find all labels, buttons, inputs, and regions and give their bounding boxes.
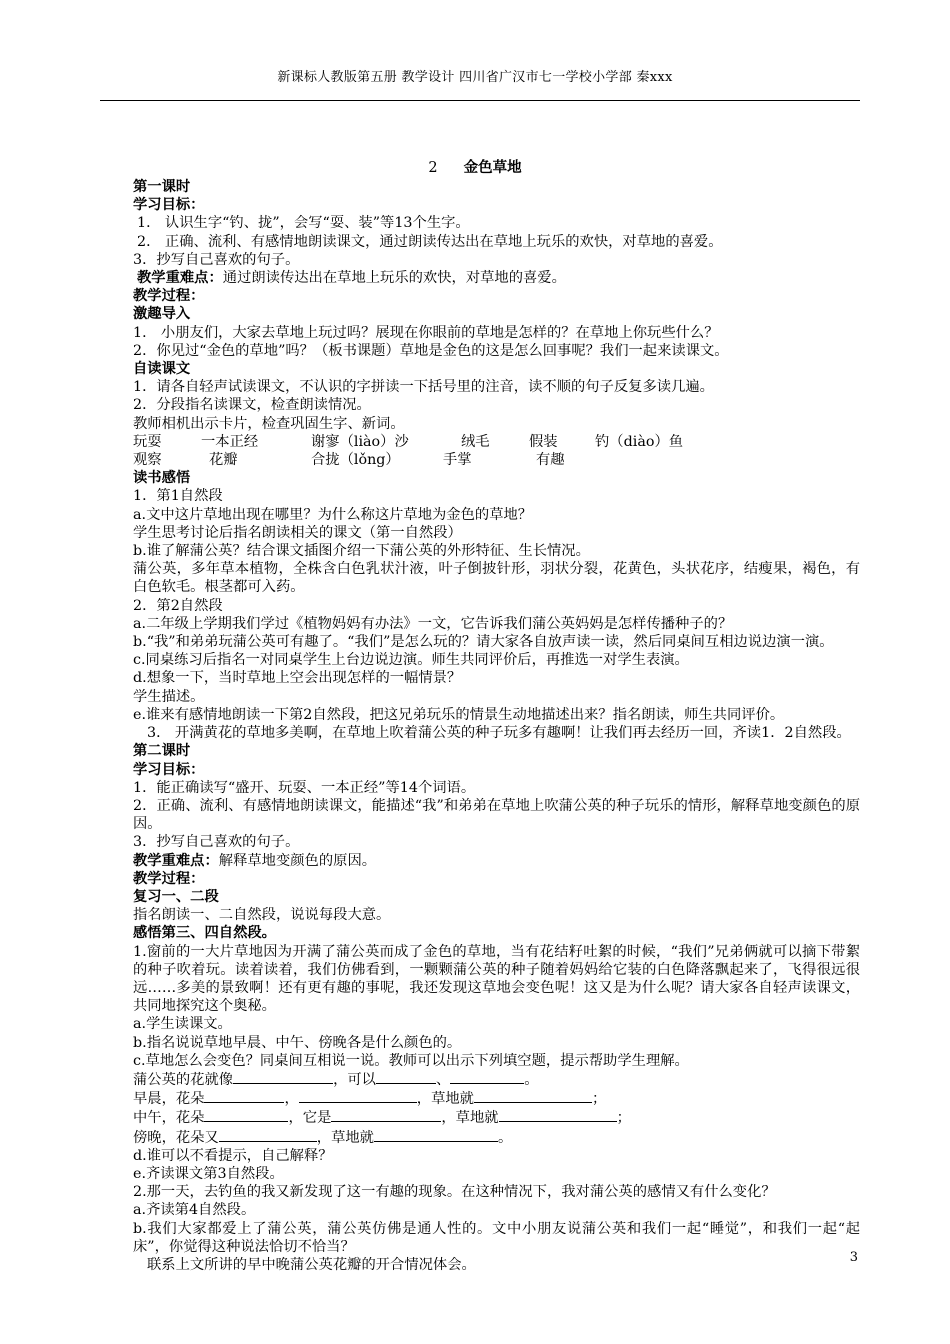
paragraph: a.齐读第4自然段。 (133, 1202, 256, 1219)
paragraph (133, 269, 860, 287)
word-card: 合拢（lǒng） (311, 452, 400, 469)
subheading: 读书感悟 (133, 470, 191, 487)
key-text: 通过朗读传达出在草地上玩乐的欢快，对草地的喜爱。 (222, 270, 566, 287)
paragraph: 1．请各自轻声试读课文，不认识的字拼读一下括号里的注音，读不顺的句子反复多读几遍。 (133, 379, 714, 396)
paragraph: 3． 开满黄花的草地多美啊，在草地上吹着蒲公英的种子玩多有趣啊！让我们再去经历一回，齐读1．2自然段。 (147, 725, 851, 742)
word-card: 假装 (529, 433, 558, 450)
document-body (133, 178, 860, 1274)
paragraph (133, 852, 860, 870)
fill-in-line (133, 1089, 860, 1108)
paragraph: 学生思考讨论后指名朗读相关的课文（第一自然段） (133, 524, 462, 541)
key-label: 教学重难点： (137, 270, 223, 287)
paragraph: b.“我”和弟弟玩蒲公英可有趣了。“我们”是怎么玩的？请大家各自放声读一读，然后同桌间互相边说边演一演。 (133, 634, 834, 651)
paragraph: 2．正确、流利、有感情地朗读课文，能描述“我”和弟弟在草地上吹蒲公英的种子玩乐的情形，解释草地变颜色的原因。 (133, 797, 860, 833)
paragraph: e.谁来有感情地朗读一下第2自然段，把这兄弟玩乐的情景生动地描述出来？指名朗读，师生共同评价。 (133, 706, 785, 723)
header-rule (100, 100, 860, 101)
word-card: 有趣 (536, 452, 565, 469)
paragraph: 1．能正确读写“盛开、玩耍、一本正经”等14个词语。 (133, 779, 476, 796)
fill-blank (450, 1070, 524, 1084)
paragraph: 指名朗读一、二自然段，说说每段大意。 (133, 907, 391, 924)
fill-text: ； (616, 1110, 631, 1127)
word-row (133, 433, 860, 451)
fill-text: 。 (524, 1071, 539, 1088)
paragraph: 1． 认识生字“钓、拢”，会写“耍、装”等13个生字。 (137, 215, 470, 232)
fill-text: 、 (435, 1071, 451, 1088)
subheading: 教学过程： (133, 288, 205, 305)
fill-text: ； (591, 1091, 607, 1108)
fill-in-line (133, 1108, 860, 1127)
word-card: 观察 (133, 452, 162, 469)
fill-text: 傍晚，花朵又 (133, 1129, 219, 1146)
paragraph: b.指名说说草地早晨、中午、傍晚各是什么颜色的。 (133, 1034, 462, 1051)
word-card: 绒毛 (461, 433, 490, 450)
paragraph: 1．第1自然段 (133, 488, 223, 505)
paragraph: d.谁可以不看提示，自己解释？ (133, 1147, 333, 1164)
fill-text: 早晨，花朵 (133, 1091, 205, 1108)
fill-text: ，它是 (288, 1110, 332, 1127)
word-card: 花瓣 (209, 452, 238, 469)
paragraph: 2． 正确、流利、有感情地朗读课文，通过朗读传达出在草地上玩乐的欢快，对草地的喜爱。 (137, 233, 723, 250)
word-card: 钓（diào）鱼 (595, 433, 684, 450)
word-card: 手掌 (443, 452, 472, 469)
subheading: 教学过程： (133, 870, 205, 887)
fill-blank (204, 1089, 284, 1103)
word-card: 玩耍 (133, 433, 162, 450)
page-number: 3 (849, 1250, 858, 1265)
paragraph: e.齐读课文第3自然段。 (133, 1165, 284, 1182)
word-row (133, 451, 860, 469)
paragraph: 1． 小朋友们，大家去草地上玩过吗？展现在你眼前的草地是怎样的？在草地上你玩些什么？ (133, 324, 719, 341)
paragraph: 学生描述。 (133, 688, 205, 705)
fill-blank (331, 1108, 441, 1122)
fill-blank (474, 1089, 592, 1103)
paragraph: 2．分段指名读课文，检查朗读情况。 (133, 397, 371, 414)
page-header: 新课标人教版第五册 教学设计 四川省广汉市七一学校小学部 秦xxx (277, 70, 673, 85)
subheading: 激趣导入 (133, 306, 191, 323)
paragraph: 2．第2自然段 (133, 597, 223, 614)
fill-text: 蒲公英的花就像 (133, 1071, 234, 1088)
paragraph: b.我们大家都爱上了蒲公英，蒲公英仿佛是通人性的。文中小朋友说蒲公英和我们一起“睡觉”，和我们一起“起床”，你觉得这种说法恰切不恰当？ (133, 1220, 860, 1255)
fill-blank (499, 1108, 617, 1122)
paragraph: 2.那一天，去钓鱼的我又新发现了这一有趣的现象。在这种情况下，我对蒲公英的感情又有什么变化？ (133, 1184, 776, 1201)
subheading: 复习一、二段 (133, 888, 219, 905)
subheading: 自读课文 (133, 361, 191, 378)
fill-in-line (133, 1128, 860, 1147)
subheading: 感悟第三、四自然段。 (133, 925, 276, 942)
word-card: 一本正经 (201, 433, 259, 450)
paragraph: 联系上文所讲的早中晚蒲公英花瓣的开合情况体会。 (147, 1256, 476, 1273)
fill-blank (376, 1070, 436, 1084)
fill-blank (233, 1070, 333, 1084)
paragraph: 3．抄写自己喜欢的句子。 (133, 834, 300, 851)
lesson-number: 2 (428, 160, 438, 176)
fill-in-line (133, 1070, 860, 1089)
paragraph: d.想象一下，当时草地上空会出现怎样的一幅情景？ (133, 670, 462, 687)
fill-blank (219, 1128, 317, 1142)
section-heading: 第一课时 (133, 179, 191, 195)
word-card: 谢寥（liào）沙 (311, 433, 409, 450)
paragraph: c.同桌练习后指名一对同桌学生上台边说边演。师生共同评价后，再推选一对学生表演。 (133, 652, 689, 669)
paragraph: a.二年级上学期我们学过《植物妈妈有办法》一文，它告诉我们蒲公英妈妈是怎样传播种子的？ (133, 615, 733, 632)
lesson-title-text: 金色草地 (463, 159, 522, 176)
paragraph: a.学生读课文。 (133, 1016, 232, 1033)
paragraph: a.文中这片草地出现在哪里？为什么称这片草地为金色的草地？ (133, 506, 533, 523)
paragraph: 蒲公英，多年草本植物，全株含白色乳状汁液，叶子倒披针形，羽状分裂，花黄色，头状花序，结瘦果，褐色，有白色软毛。根茎都可入药。 (133, 561, 860, 596)
key-label: 教学重难点： (133, 852, 219, 869)
paragraph: 2．你见过“金色的草地”吗？（板书课题）草地是金色的这是怎么回事呢？我们一起来读课文。 (133, 342, 729, 359)
lesson-title (0, 156, 950, 177)
fill-text: 。 (497, 1129, 513, 1146)
paragraph: c.草地怎么会变色？同桌间互相说一说。教师可以出示下列填空题，提示帮助学生理解。 (133, 1052, 689, 1069)
fill-text: ，草地就 (441, 1110, 499, 1127)
fill-blank (204, 1108, 288, 1122)
fill-text: ，草地就 (316, 1129, 374, 1146)
fill-text: ， (284, 1091, 299, 1108)
paragraph: b.谁了解蒲公英？结合课文插图介绍一下蒲公英的外形特征、生长情况。 (133, 543, 590, 560)
fill-text: 中午，花朵 (133, 1110, 205, 1127)
paragraph: 1.窗前的一大片草地因为开满了蒲公英而成了金色的草地，当有花结籽吐絮的时候，“我们”兄弟俩就可以摘下带絮的种子吹着玩。读着读着，我们仿佛看到，一颗颗蒲公英的种子随着妈妈给它装的白色降落飘起来了，飞得很远很远……多美的景致啊！还有更有趣的事呢，我还发现这草地会变色呢！这又是为什么呢？请大家各自轻声读课文，共同地探究这个奥秘。 (133, 943, 860, 1015)
key-text: 解释草地变颜色的原因。 (218, 852, 377, 869)
fill-blank (299, 1089, 417, 1103)
fill-text: ，草地就 (416, 1091, 474, 1108)
fill-text: ，可以 (333, 1071, 376, 1088)
fill-blank (374, 1128, 498, 1142)
subheading: 学习目标： (133, 197, 205, 214)
section-heading: 第二课时 (133, 743, 191, 760)
subheading: 学习目标： (133, 761, 205, 778)
paragraph: 教师相机出示卡片，检查巩固生字、新词。 (133, 415, 405, 432)
paragraph: 3．抄写自己喜欢的句子。 (133, 251, 300, 268)
